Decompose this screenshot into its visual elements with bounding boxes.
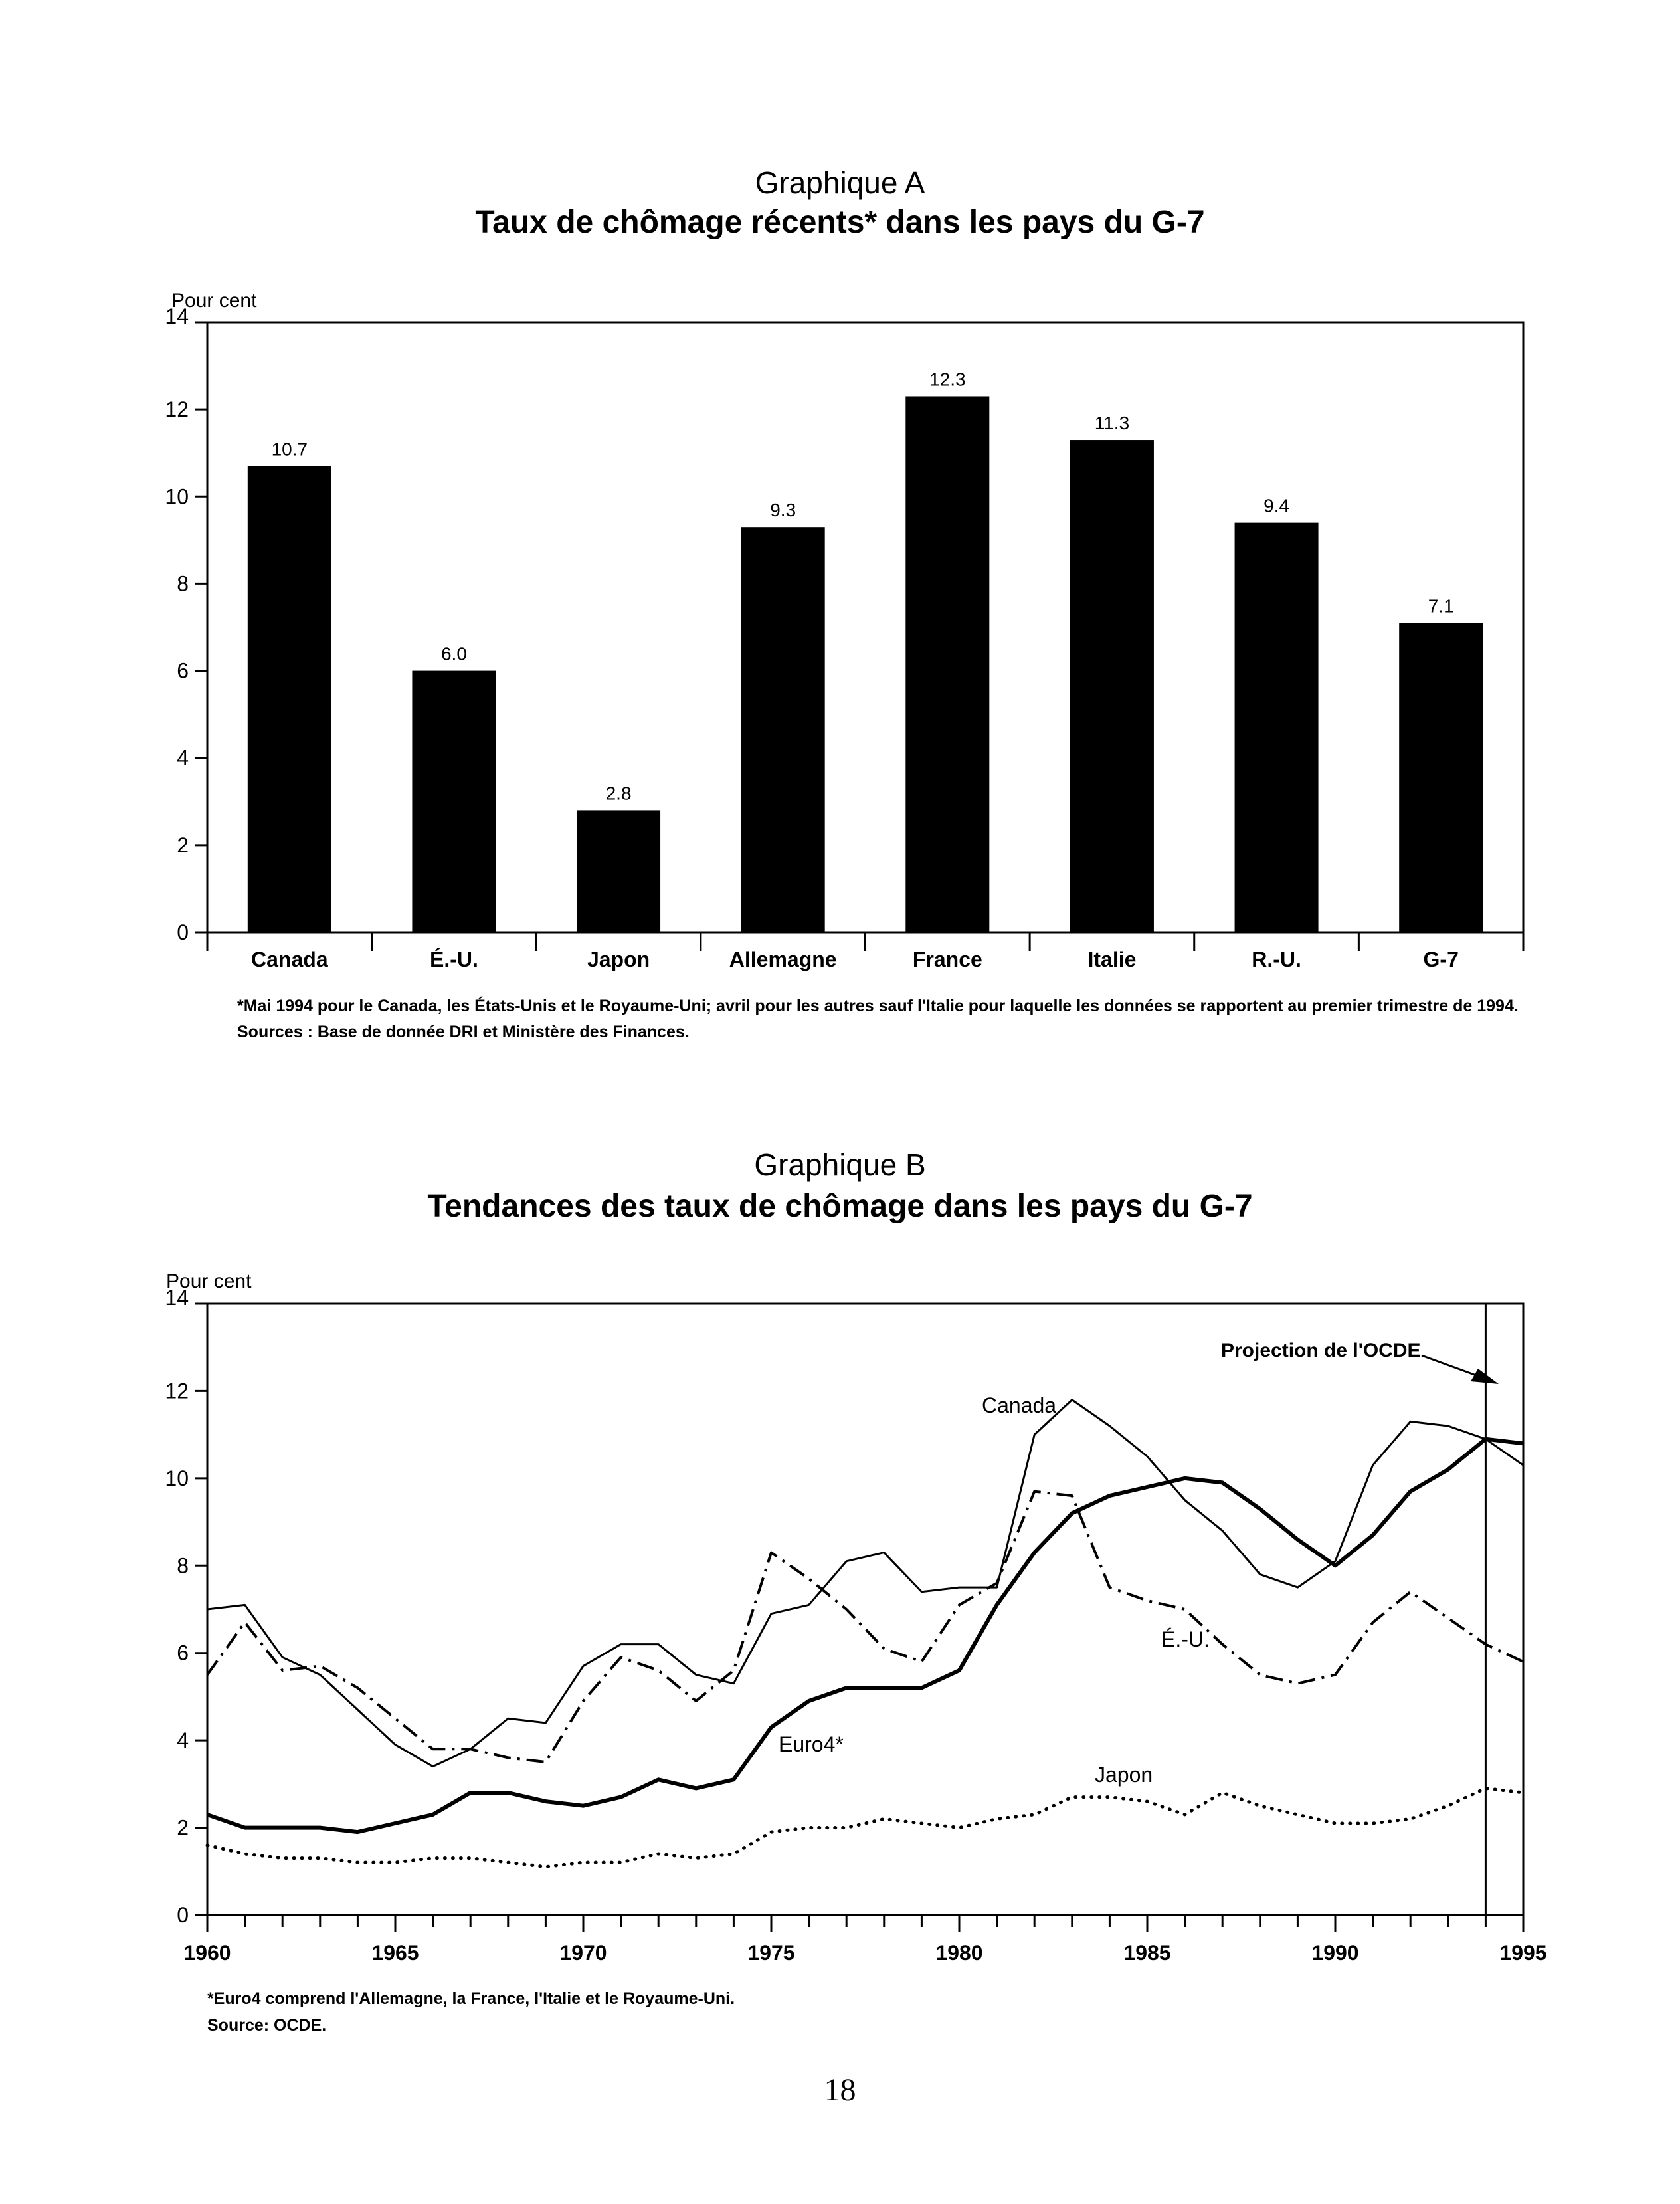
chart-b-x-tick-label: 1975 [747,1941,795,1965]
chart-a-y-tick-label: 4 [177,746,189,770]
chart-b-x-tick-label: 1960 [183,1941,231,1965]
euro4-line-label: Euro4* [779,1732,844,1756]
chart-a-x-label: É.-U. [429,948,478,971]
chart-b-y-axis-label: Pour cent [166,1270,252,1292]
chart-b-title: Tendances des taux de chômage dans les pays du G-7 [427,1189,1253,1224]
chart-b-y-tick-label: 10 [165,1466,189,1490]
projection-label: Projection de l'OCDE [1221,1340,1421,1361]
chart-a-x-label: G-7 [1423,948,1459,971]
chart-b-lines [207,1400,1523,1867]
chart-b-y-tick-label: 14 [165,1286,189,1310]
chart-a-bar-value-label: 9.4 [1263,495,1290,516]
chart-a-bar-value-label: 6.0 [440,643,467,664]
chart-a-x-label: Allemagne [729,948,837,971]
page-number: 18 [824,2072,856,2108]
chart-a-bar-value-label: 11.3 [1094,413,1130,434]
euro4-series-line [207,1439,1523,1832]
japon-line-label: Japon [1095,1763,1153,1787]
chart-b-x-tick-label: 1970 [559,1941,607,1965]
chart-b-y-tick-label: 6 [177,1641,189,1665]
chart-b-y-tick-label: 4 [177,1728,189,1753]
chart-a-y-axis-label: Pour cent [171,290,257,312]
chart-a-bar-value-label: 9.3 [770,500,796,521]
chart-a-x-label: France [912,948,982,971]
chart-a-y-tick-label: 0 [177,920,189,944]
chart-b-x-ticks [183,1915,1546,1965]
chart-b-x-tick-label: 1980 [935,1941,983,1965]
chart-a-x-label: Canada [251,948,328,971]
chart-a-y-tick-label: 6 [177,658,189,683]
chart-b-source: Source: OCDE. [207,2016,327,2035]
chart-b-x-tick-label: 1985 [1123,1941,1171,1965]
chart-a-y-tick-label: 2 [177,833,189,857]
canada-series-line [207,1400,1523,1767]
chart-b-x-tick-label: 1990 [1311,1941,1359,1965]
chart-a-x-label: Italie [1087,948,1137,971]
chart-a-title: Taux de chômage récents* dans les pays du G-7 [475,205,1205,240]
chart-a-bar-value-label: 10.7 [271,439,308,460]
chart-a-y-tick-label: 12 [165,397,189,422]
chart-a-bar-value-label: 2.8 [605,783,632,804]
chart-a-y-tick-label: 8 [177,571,189,596]
chart-a-y-tick-label: 10 [165,484,189,509]
us-series-line [207,1492,1523,1762]
chart-b-y-tick-label: 12 [165,1379,189,1403]
japon-series-line [207,1788,1523,1866]
chart-b-footnote: *Euro4 comprend l'Allemagne, la France, l'Italie et le Royaume-Uni. [207,1989,735,2008]
chart-b-y-tick-label: 0 [177,1903,189,1927]
chart-b-y-tick-label: 8 [177,1553,189,1578]
chart-b-x-tick-label: 1995 [1499,1941,1547,1965]
chart-a-label: Graphique A [755,165,925,200]
chart-a-y-tick-label: 14 [165,304,189,328]
chart-a-x-label: R.-U. [1252,948,1301,971]
us-line-label: É.-U. [1161,1627,1210,1651]
chart-b-y-ticks [165,1286,207,1927]
chart-b-label: Graphique B [754,1148,926,1182]
chart-a-footnote: *Mai 1994 pour le Canada, les États-Unis et le Royaume-Uni; avril pour les autres sauf l'Italie pour laquelle les données se rapportent au premier trimestre de 1994. [237,997,1519,1015]
chart-a-source: Sources : Base de donnée DRI et Ministère des Finances. [237,1023,690,1041]
chart-a-x-label: Japon [587,948,650,971]
chart-b-x-tick-label: 1965 [371,1941,419,1965]
chart-a-bar-value-label: 7.1 [1428,595,1454,617]
chart-a-bar-value-label: 12.3 [929,369,966,390]
chart-b-y-tick-label: 2 [177,1815,189,1840]
canada-line-label: Canada [982,1393,1057,1417]
